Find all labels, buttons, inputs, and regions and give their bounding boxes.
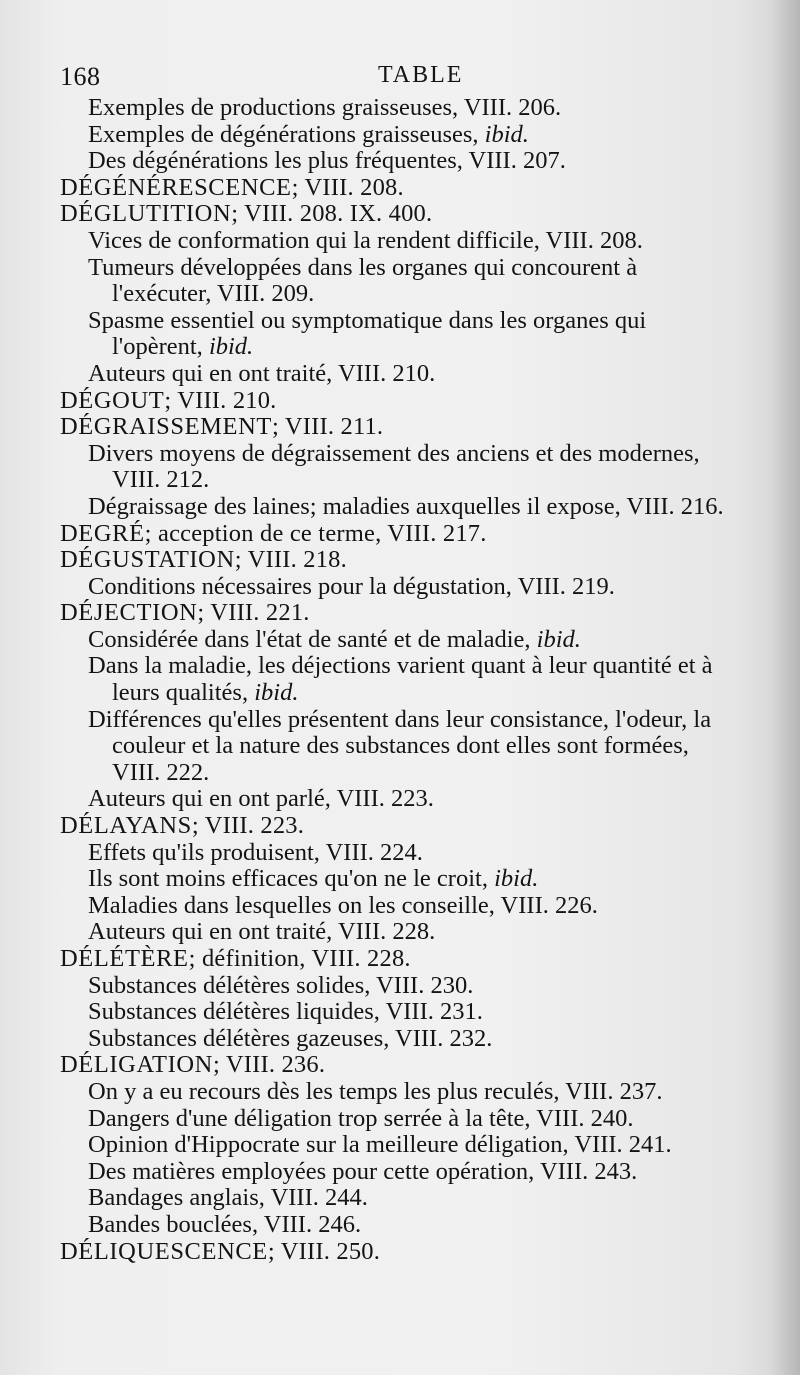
entry-text: Dans la maladie, les déjections varient quant à leur quantité et à leurs qualités, ibid. — [88, 652, 713, 707]
index-subentry — [60, 840, 724, 867]
index-subentry — [60, 1079, 724, 1106]
entry-text: ; VIII. 210. — [164, 386, 277, 414]
entry-text: Des dégénérations les plus fréquentes, VIII. 207. — [88, 147, 566, 175]
entry-text: Auteurs qui en ont parlé, VIII. 223. — [88, 785, 434, 813]
index-heading-entry — [60, 521, 724, 548]
page-number: 168 — [60, 62, 101, 91]
index-subentry — [60, 308, 724, 361]
entry-text: ; VIII. 221. — [197, 599, 310, 627]
entry-text: Ils sont moins efficaces qu'on ne le croit, ibid. — [88, 865, 539, 893]
entry-text: ; VIII. 218. — [234, 546, 347, 574]
entry-text: Substances délétères solides, VIII. 230. — [88, 971, 474, 999]
index-subentry — [60, 95, 724, 122]
index-subentry — [60, 255, 724, 308]
index-heading-entry — [60, 547, 724, 574]
index-heading-entry — [60, 1239, 724, 1266]
entry-text: On y a eu recours dès les temps les plus reculés, VIII. 237. — [88, 1077, 663, 1105]
entry-text: ; VIII. 236. — [212, 1051, 326, 1079]
index-heading-entry — [60, 414, 724, 441]
entry-headword: DÉLIGATION — [60, 1051, 213, 1079]
entry-headword: DEGRÉ — [60, 519, 145, 547]
entry-text: Exemples de dégénérations graisseuses, ibid. — [88, 120, 529, 148]
entry-text: Substances délétères gazeuses, VIII. 232. — [88, 1024, 493, 1052]
entry-headword: DÉJECTION — [60, 599, 198, 627]
entry-headword: DÉGRAISSEMENT — [60, 413, 272, 441]
entry-headword: DÉLÉTÈRE — [60, 945, 189, 972]
entry-text: Divers moyens de dégraissement des anciens et des modernes, VIII. 212. — [88, 439, 700, 494]
index-subentry — [60, 1132, 724, 1159]
entry-headword: DÉGOUT — [60, 386, 165, 414]
index-subentry — [60, 627, 724, 654]
index-subentry — [60, 441, 724, 494]
index-subentry — [60, 866, 724, 893]
entry-text: Bandages anglais, VIII. 244. — [88, 1184, 368, 1212]
entry-headword: DÉLAYANS — [60, 812, 192, 840]
entry-text: ; VIII. 223. — [191, 812, 305, 840]
index-subentry — [60, 893, 724, 920]
entry-text: Maladies dans lesquelles on les conseille, VIII. 226. — [88, 891, 598, 919]
entry-text: ; définition, VIII. 228. — [188, 945, 411, 972]
page-header — [60, 62, 720, 98]
entry-text: Tumeurs développées dans les organes qui concourent à l'exécuter, VIII. 209. — [88, 253, 638, 308]
running-title: TABLE — [378, 62, 464, 88]
index-heading-entry — [60, 946, 724, 973]
entry-text: Spasme essentiel ou symptomatique dans les organes qui l'opèrent, ibid. — [88, 306, 647, 361]
entry-headword: DÉLIQUESCENCE — [60, 1237, 268, 1265]
index-subentry — [60, 999, 724, 1026]
entry-text: Auteurs qui en ont traité, VIII. 228. — [88, 918, 436, 946]
entry-text: Des matières employées pour cette opération, VIII. 243. — [88, 1157, 638, 1185]
entry-text: Dangers d'une déligation trop serrée à la tête, VIII. 240. — [88, 1104, 634, 1132]
index-subentry — [60, 1185, 724, 1212]
index-subentry — [60, 973, 724, 1000]
entry-headword: DÉGÉNÉRESCENCE — [60, 173, 292, 201]
index-subentry — [60, 494, 724, 521]
entry-text: ; VIII. 250. — [267, 1237, 381, 1265]
index-heading-entry — [60, 175, 724, 202]
entry-text: Vices de conformation qui la rendent difficile, VIII. 208. — [88, 226, 643, 254]
entry-text: Considérée dans l'état de santé et de maladie, ibid. — [88, 625, 581, 653]
entry-text: Différences qu'elles présentent dans leur consistance, l'odeur, la couleur et la nature des substances dont elles sont formées, VIII. 222. — [88, 705, 712, 786]
index-subentry — [60, 228, 724, 255]
entry-text: Dégraissage des laines; maladies auxquelles il expose, VIII. 216. — [88, 492, 724, 520]
entry-headword: DÉGLUTITION — [60, 200, 232, 228]
entry-headword: DÉGUSTATION — [60, 546, 235, 574]
index-subentry — [60, 919, 724, 946]
page-edge-shadow — [770, 0, 800, 1375]
index-heading-entry — [60, 813, 724, 840]
entry-text: ; VIII. 208. IX. 400. — [231, 200, 433, 228]
index-heading-entry — [60, 201, 724, 228]
index-subentry — [60, 707, 724, 787]
index-subentry — [60, 1106, 724, 1133]
entry-text: Opinion d'Hippocrate sur la meilleure déligation, VIII. 241. — [88, 1131, 672, 1159]
index-subentry — [60, 148, 724, 175]
index-subentry — [60, 574, 724, 601]
index-heading-entry — [60, 388, 724, 415]
index-subentry — [60, 122, 724, 149]
index-heading-entry — [60, 600, 724, 627]
entry-text: ; VIII. 208. — [291, 173, 404, 201]
index-subentry — [60, 361, 724, 388]
entry-text: ; acception de ce terme, VIII. 217. — [144, 519, 487, 547]
index-subentry — [60, 1212, 724, 1239]
entry-text: Auteurs qui en ont traité, VIII. 210. — [88, 359, 436, 387]
index-subentry — [60, 786, 724, 813]
entry-text: Exemples de productions graisseuses, VIII. 206. — [88, 94, 562, 121]
index-subentry — [60, 1026, 724, 1053]
entry-text: Bandes bouclées, VIII. 246. — [88, 1210, 362, 1238]
index-heading-entry — [60, 1052, 724, 1079]
index-entries — [60, 95, 724, 1265]
entry-text: Conditions nécessaires pour la dégustation, VIII. 219. — [88, 572, 615, 600]
index-subentry — [60, 653, 724, 706]
entry-text: Substances délétères liquides, VIII. 231. — [88, 998, 483, 1026]
entry-text: ; VIII. 211. — [271, 413, 384, 441]
entry-text: Effets qu'ils produisent, VIII. 224. — [88, 838, 423, 866]
index-subentry — [60, 1159, 724, 1186]
